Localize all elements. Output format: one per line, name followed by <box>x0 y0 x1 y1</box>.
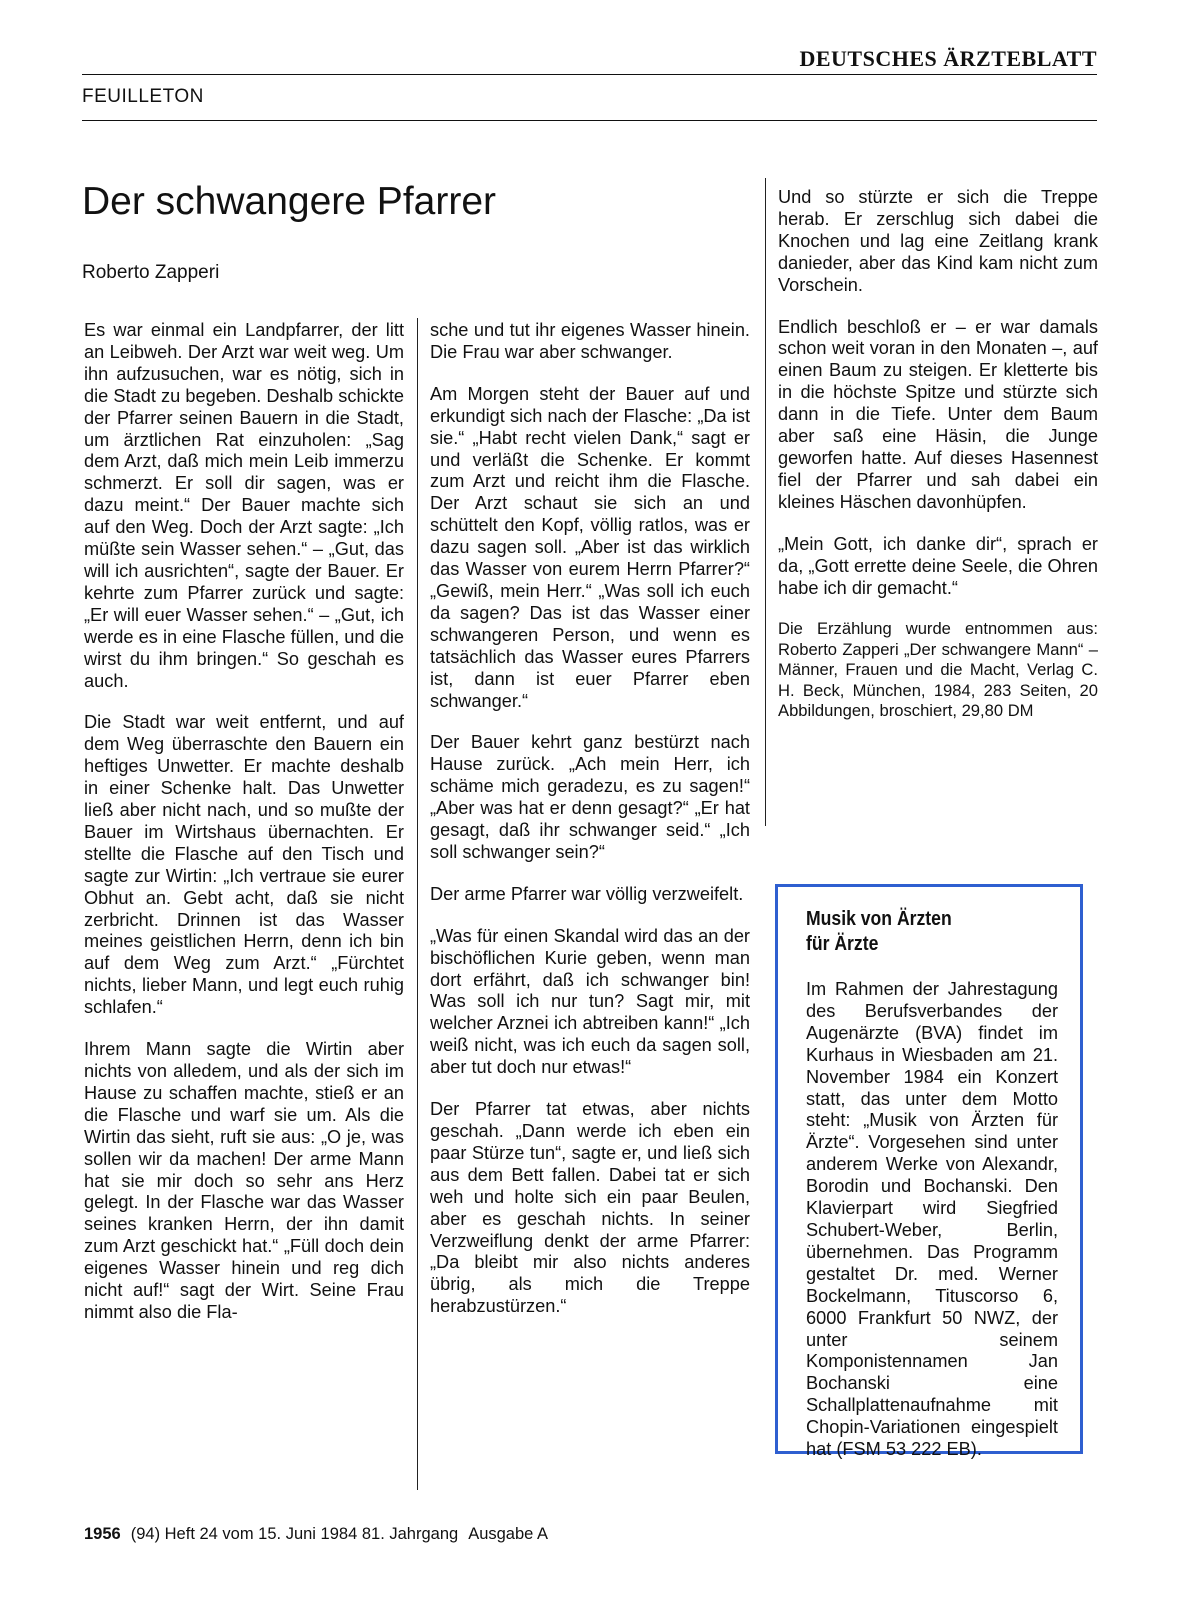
paragraph: Und so stürzte er sich die Treppe herab. Er zerschlug sich dabei die Knochen und lag eine Zeitlang krank danieder, aber das Kind kam nicht zum Vorschein. <box>778 187 1098 295</box>
publication-masthead: DEUTSCHES ÄRZTEBLATT <box>82 46 1097 75</box>
page-number: 1956 <box>84 1525 121 1543</box>
sidebar-box-title-line: Musik von Ärzten <box>806 908 952 930</box>
sidebar-box-text: Im Rahmen der Jahrestagung des Berufsverbandes der Augenärzte (BVA) findet im Kurhaus in Wiesbaden am 21. November 1984 ein Konzert statt, das unter dem Motto steht: „Musik von Ärzten für Ärzte“. Vorgesehen sind unter anderem Werke von Alexandr, Borodin und Bochanski. Den Klavierpart wird Siegfried Schubert-Weber, Berlin, übernehmen. Das Programm gestaltet Dr. med. Werner Bockelmann, Tituscorso 6, 6000 Frankfurt 50 NWZ, der unter seinem Komponistennamen Jan Bochanski eine Schallplattenaufnahme mit Chopin-Variationen eingespielt hat (FSM 53 222 EB). <box>806 979 1058 1460</box>
sidebar-box-title-line: für Ärzte <box>806 933 879 955</box>
paragraph: Der Bauer kehrt ganz bestürzt nach Hause zurück. „Ach mein Herr, ich schäme mich geradezu, es zu sagen!“ „Aber was hat er denn gesagt?“ „Er hat gesagt, daß ihr schwanger seid.“ „Ich soll schwanger sein?“ <box>430 732 750 862</box>
paragraph: Die Stadt war weit entfernt, und auf dem Weg überraschte den Bauern ein heftiges Unwetter. Er machte deshalb in einer Schenke halt. Das Unwetter ließ aber nicht nach, und so mußte der Bauer im Wirtshaus übernachten. Er stellte die Flasche auf den Tisch und sagte zur Wirtin: „Ich vertraue sie eurer Obhut an. Gebt acht, daß sie nicht zerbricht. Drinnen ist das Wasser meines geistlichen Herrn, denn ich bin auf dem Weg zum Arzt.“ „Fürchtet nichts, lieber Mann, und legt euch ruhig schlafen.“ <box>84 712 404 1018</box>
paragraph: „Mein Gott, ich danke dir“, sprach er da, „Gott errette deine Seele, die Ohren habe ich dir gemacht.“ <box>778 533 1098 598</box>
paragraph: Am Morgen steht der Bauer auf und erkundigt sich nach der Flasche: „Da ist sie.“ „Habt recht vielen Dank,“ sagt er und verläßt die Schenke. Er kommt zum Arzt und reicht ihm die Flasche. Der Arzt schaut sie sich an und schüttelt den Kopf, völlig ratlos, was er dazu sagen soll. „Aber ist das wirklich das Wasser von eurem Herrn Pfarrer?“ „Gewiß, mein Herr.“ „Was soll ich euch da sagen? Das ist das Wasser einer schwangeren Person, und wenn es tatsächlich das Wasser eures Pfarrers ist, dann ist euer Pfarrer eben schwanger.“ <box>430 383 750 711</box>
paragraph: Endlich beschloß er – er war damals schon weit voran in den Monaten –, auf einen Baum zu steigen. Er kletterte bis in die höchste Spitze und stürzte sich dann in die Tiefe. Unter dem Baum aber saß eine Häsin, die Junge geworfen hatte. Auf dieses Hasennest fiel der Pfarrer und sah dabei ein kleines Häschen davonhüpfen. <box>778 316 1098 512</box>
article-column-1 <box>84 320 404 1344</box>
article-column-3 <box>778 187 1098 722</box>
page-footer <box>84 1525 548 1544</box>
paragraph: Es war einmal ein Landpfarrer, der litt an Leibweh. Der Arzt war weit weg. Um ihn aufzusuchen, war es nötig, sich in die Stadt zu begeben. Deshalb schickte der Pfarrer seinen Bauern in die Stadt, um ärztlichen Rat einzuholen: „Sag dem Arzt, daß mich mein Leib immerzu schmerzt. Er soll dir sagen, was er dazu meint.“ Der Bauer machte sich auf den Weg. Doch der Arzt sagte: „Ich müßte sein Wasser sehen.“ – „Gut, das will ich ausrichten“, sagte der Bauer. Er kehrte zum Pfarrer zurück und sagte: „Er will euer Wasser sehen.“ – „Gut, ich werde es in eine Flasche füllen, und die wirst du ihm bringen.“ So geschah es auch. <box>84 320 404 691</box>
section-label: FEUILLETON <box>82 86 204 107</box>
sidebar-box <box>775 884 1083 1460</box>
paragraph: Ihrem Mann sagte die Wirtin aber nichts von alledem, und als der sich im Hause zu schaffen machte, stieß er an die Flasche und warf sie um. Als die Wirtin das sieht, ruft sie aus: „O je, was sollen wir da machen! Der arme Mann hat sie mir doch so sehr ans Herz gelegt. In der Flasche war das Wasser seines kranken Herrn, der ihn damit zum Arzt geschickt hat.“ „Füll doch dein eigenes Wasser hinein und reg dich nicht auf!“ sagt der Wirt. Seine Frau nimmt also die Fla- <box>84 1039 404 1322</box>
article-title: Der schwangere Pfarrer <box>82 180 496 223</box>
column-divider <box>765 178 766 826</box>
paragraph: Der Pfarrer tat etwas, aber nichts geschah. „Dann werde ich eben ein paar Stürze tun“, sagte er, und ließ sich aus dem Bett fallen. Dabei tat er sich weh und holte sich ein paar Beulen, aber es geschah nichts. In seiner Verzweiflung denkt der arme Pfarrer: „Da bleibt mir also nichts anderes übrig, als mich die Treppe herabzustürzen.“ <box>430 1099 750 1317</box>
header-divider <box>82 120 1097 121</box>
paragraph: „Was für einen Skandal wird das an der bischöflichen Kurie geben, wenn man dort erfährt, daß ich schwanger bin! Was soll ich nur tun? Sagt mir, mit welcher Arznei ich abtreiben kann!“ „Ich weiß nicht, was ich euch da sagen soll, aber tut doch nur etwas!“ <box>430 925 750 1078</box>
paragraph: Der arme Pfarrer war völlig verzweifelt. <box>430 883 744 904</box>
issue-info: (94) Heft 24 vom 15. Juni 1984 81. Jahrgang <box>130 1525 459 1543</box>
article-column-2 <box>430 320 750 1338</box>
source-note: Die Erzählung wurde entnommen aus: Roberto Zapperi „Der schwangere Mann“ – Männer, Frauen und die Macht, Verlag C. H. Beck, München, 1984, 283 Seiten, 20 Abbildungen, broschiert, 29,80 DM <box>778 619 1098 721</box>
column-divider <box>417 318 418 1490</box>
paragraph: sche und tut ihr eigenes Wasser hinein. Die Frau war aber schwanger. <box>430 320 750 362</box>
article-author: Roberto Zapperi <box>82 262 220 283</box>
sidebar-box-title <box>806 907 1028 957</box>
edition-label: Ausgabe A <box>468 1525 549 1543</box>
